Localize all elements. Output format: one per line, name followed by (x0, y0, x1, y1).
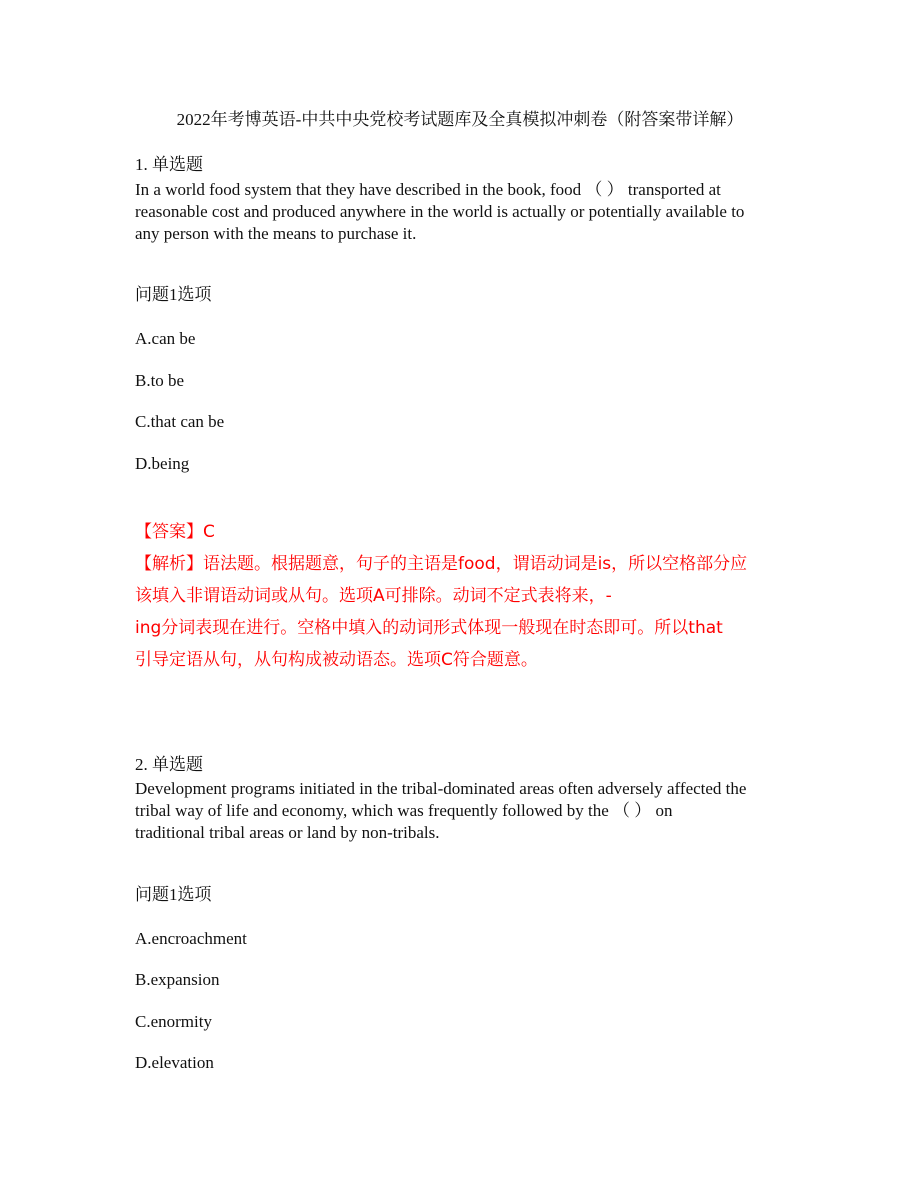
question-2-text-line: Development programs initiated in the tribal-dominated areas often adversely affected the (135, 779, 747, 798)
question-2-option-d: D.elevation (135, 1053, 214, 1072)
question-1-text (135, 179, 790, 245)
question-2-option-b: B.expansion (135, 970, 220, 989)
question-1 (135, 154, 790, 176)
question-2-heading: 2. 单选题 (135, 755, 203, 774)
question-1-text-line: any person with the means to purchase it. (135, 224, 417, 243)
question-2-text-line: tribal way of life and economy, which was frequently followed by the （ ） on (135, 801, 673, 820)
explanation-line: ing分词表现在进行。空格中填入的动词形式体现一般现在时态即可。所以that (135, 618, 723, 638)
question-2-options-label: 问题1选项 (135, 885, 212, 904)
question-2-option-a: A.encroachment (135, 929, 247, 948)
question-1-option-b: B.to be (135, 371, 185, 390)
explanation-line: 【解析】语法题。根据题意，句子的主语是food，谓语动词是is，所以空格部分应 (135, 554, 748, 574)
question-2-text-line: traditional tribal areas or land by non-tribals. (135, 823, 440, 842)
question-1-option-a: A.can be (135, 329, 196, 348)
question-2-text (135, 778, 790, 844)
question-1-option-d: D.being (135, 454, 190, 473)
question-1-text-line: reasonable cost and produced anywhere in the world is actually or potentially available to (135, 202, 745, 221)
question-1-heading: 1. 单选题 (135, 155, 203, 174)
explanation-line: 该填入非谓语动词或从句。选项A可排除。动词不定式表将来，- (135, 586, 612, 606)
explanation-line: 引导定语从句，从句构成被动语态。选项C符合题意。 (135, 650, 538, 670)
question-1-options-label: 问题1选项 (135, 285, 212, 304)
question-2 (135, 754, 790, 776)
question-1-option-c: C.that can be (135, 412, 225, 431)
question-2-option-c: C.enormity (135, 1012, 212, 1031)
question-1-answer-section (135, 516, 795, 676)
question-1-text-line: In a world food system that they have described in the book, food （ ） transported at (135, 180, 721, 199)
answer-label: 【答案】C (135, 522, 215, 542)
document-title: 2022年考博英语-中共中央党校考试题库及全真模拟冲刺卷（附答案带详解） (176, 110, 744, 129)
